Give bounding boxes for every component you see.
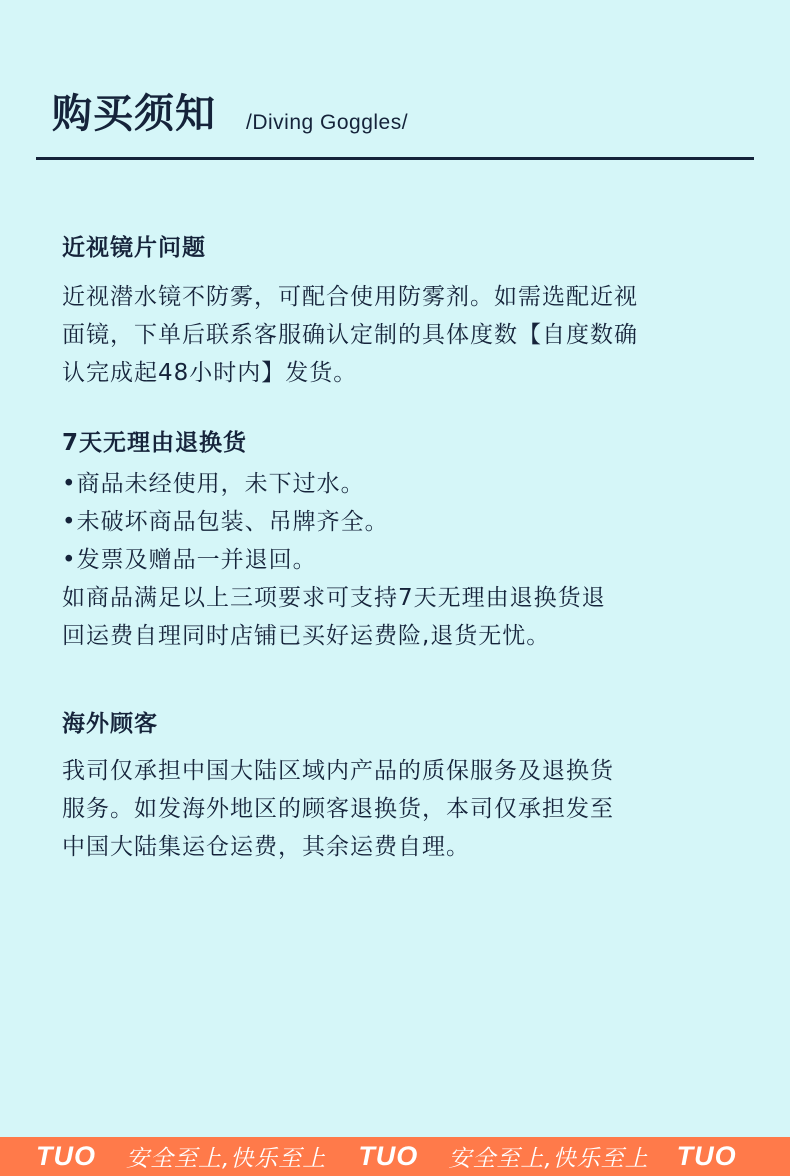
section-7day-return	[62, 425, 742, 655]
section-line: 我司仅承担中国大陆区域内产品的质保服务及退换货	[62, 758, 614, 784]
page-title: 购买须知	[52, 91, 216, 137]
section-overseas-customers	[62, 706, 742, 866]
section-line: 服务。如发海外地区的顾客退换货，本司仅承担发至	[62, 796, 614, 822]
header-divider	[36, 157, 754, 160]
page-subtitle: /Diving Goggles/	[246, 111, 409, 134]
footer-banner	[0, 1137, 790, 1176]
footer-slogan: 安全至上,快乐至上	[126, 1146, 327, 1172]
brand-logo: TUO	[358, 1141, 419, 1171]
bullet-item: •未破坏商品包装、吊牌齐全。	[62, 509, 389, 535]
bullet-item: •发票及赠品一并退回。	[62, 547, 317, 573]
section-line: 面镜，下单后联系客服确认定制的具体度数【自度数确	[62, 322, 638, 348]
section-heading: 海外顾客	[62, 711, 158, 737]
bullet-item: •商品未经使用，未下过水。	[62, 471, 365, 497]
section-line: 中国大陆集运仓运费，其余运费自理。	[62, 834, 470, 860]
section-line: 回运费自理同时店铺已买好运费险,退货无忧。	[62, 623, 551, 649]
section-heading: 7天无理由退换货	[62, 430, 248, 456]
brand-logo: TUO	[676, 1141, 737, 1171]
section-heading: 近视镜片问题	[62, 235, 206, 261]
section-myopia-lens	[62, 230, 742, 392]
section-line: 认完成起48小时内】发货。	[62, 360, 358, 386]
brand-logo: TUO	[36, 1141, 96, 1171]
section-line: 如商品满足以上三项要求可支持7天无理由退换货退	[62, 585, 606, 611]
footer-slogan: 安全至上,快乐至上	[448, 1146, 649, 1172]
section-line: 近视潜水镜不防雾，可配合使用防雾剂。如需选配近视	[62, 284, 638, 310]
page-header	[52, 88, 408, 140]
